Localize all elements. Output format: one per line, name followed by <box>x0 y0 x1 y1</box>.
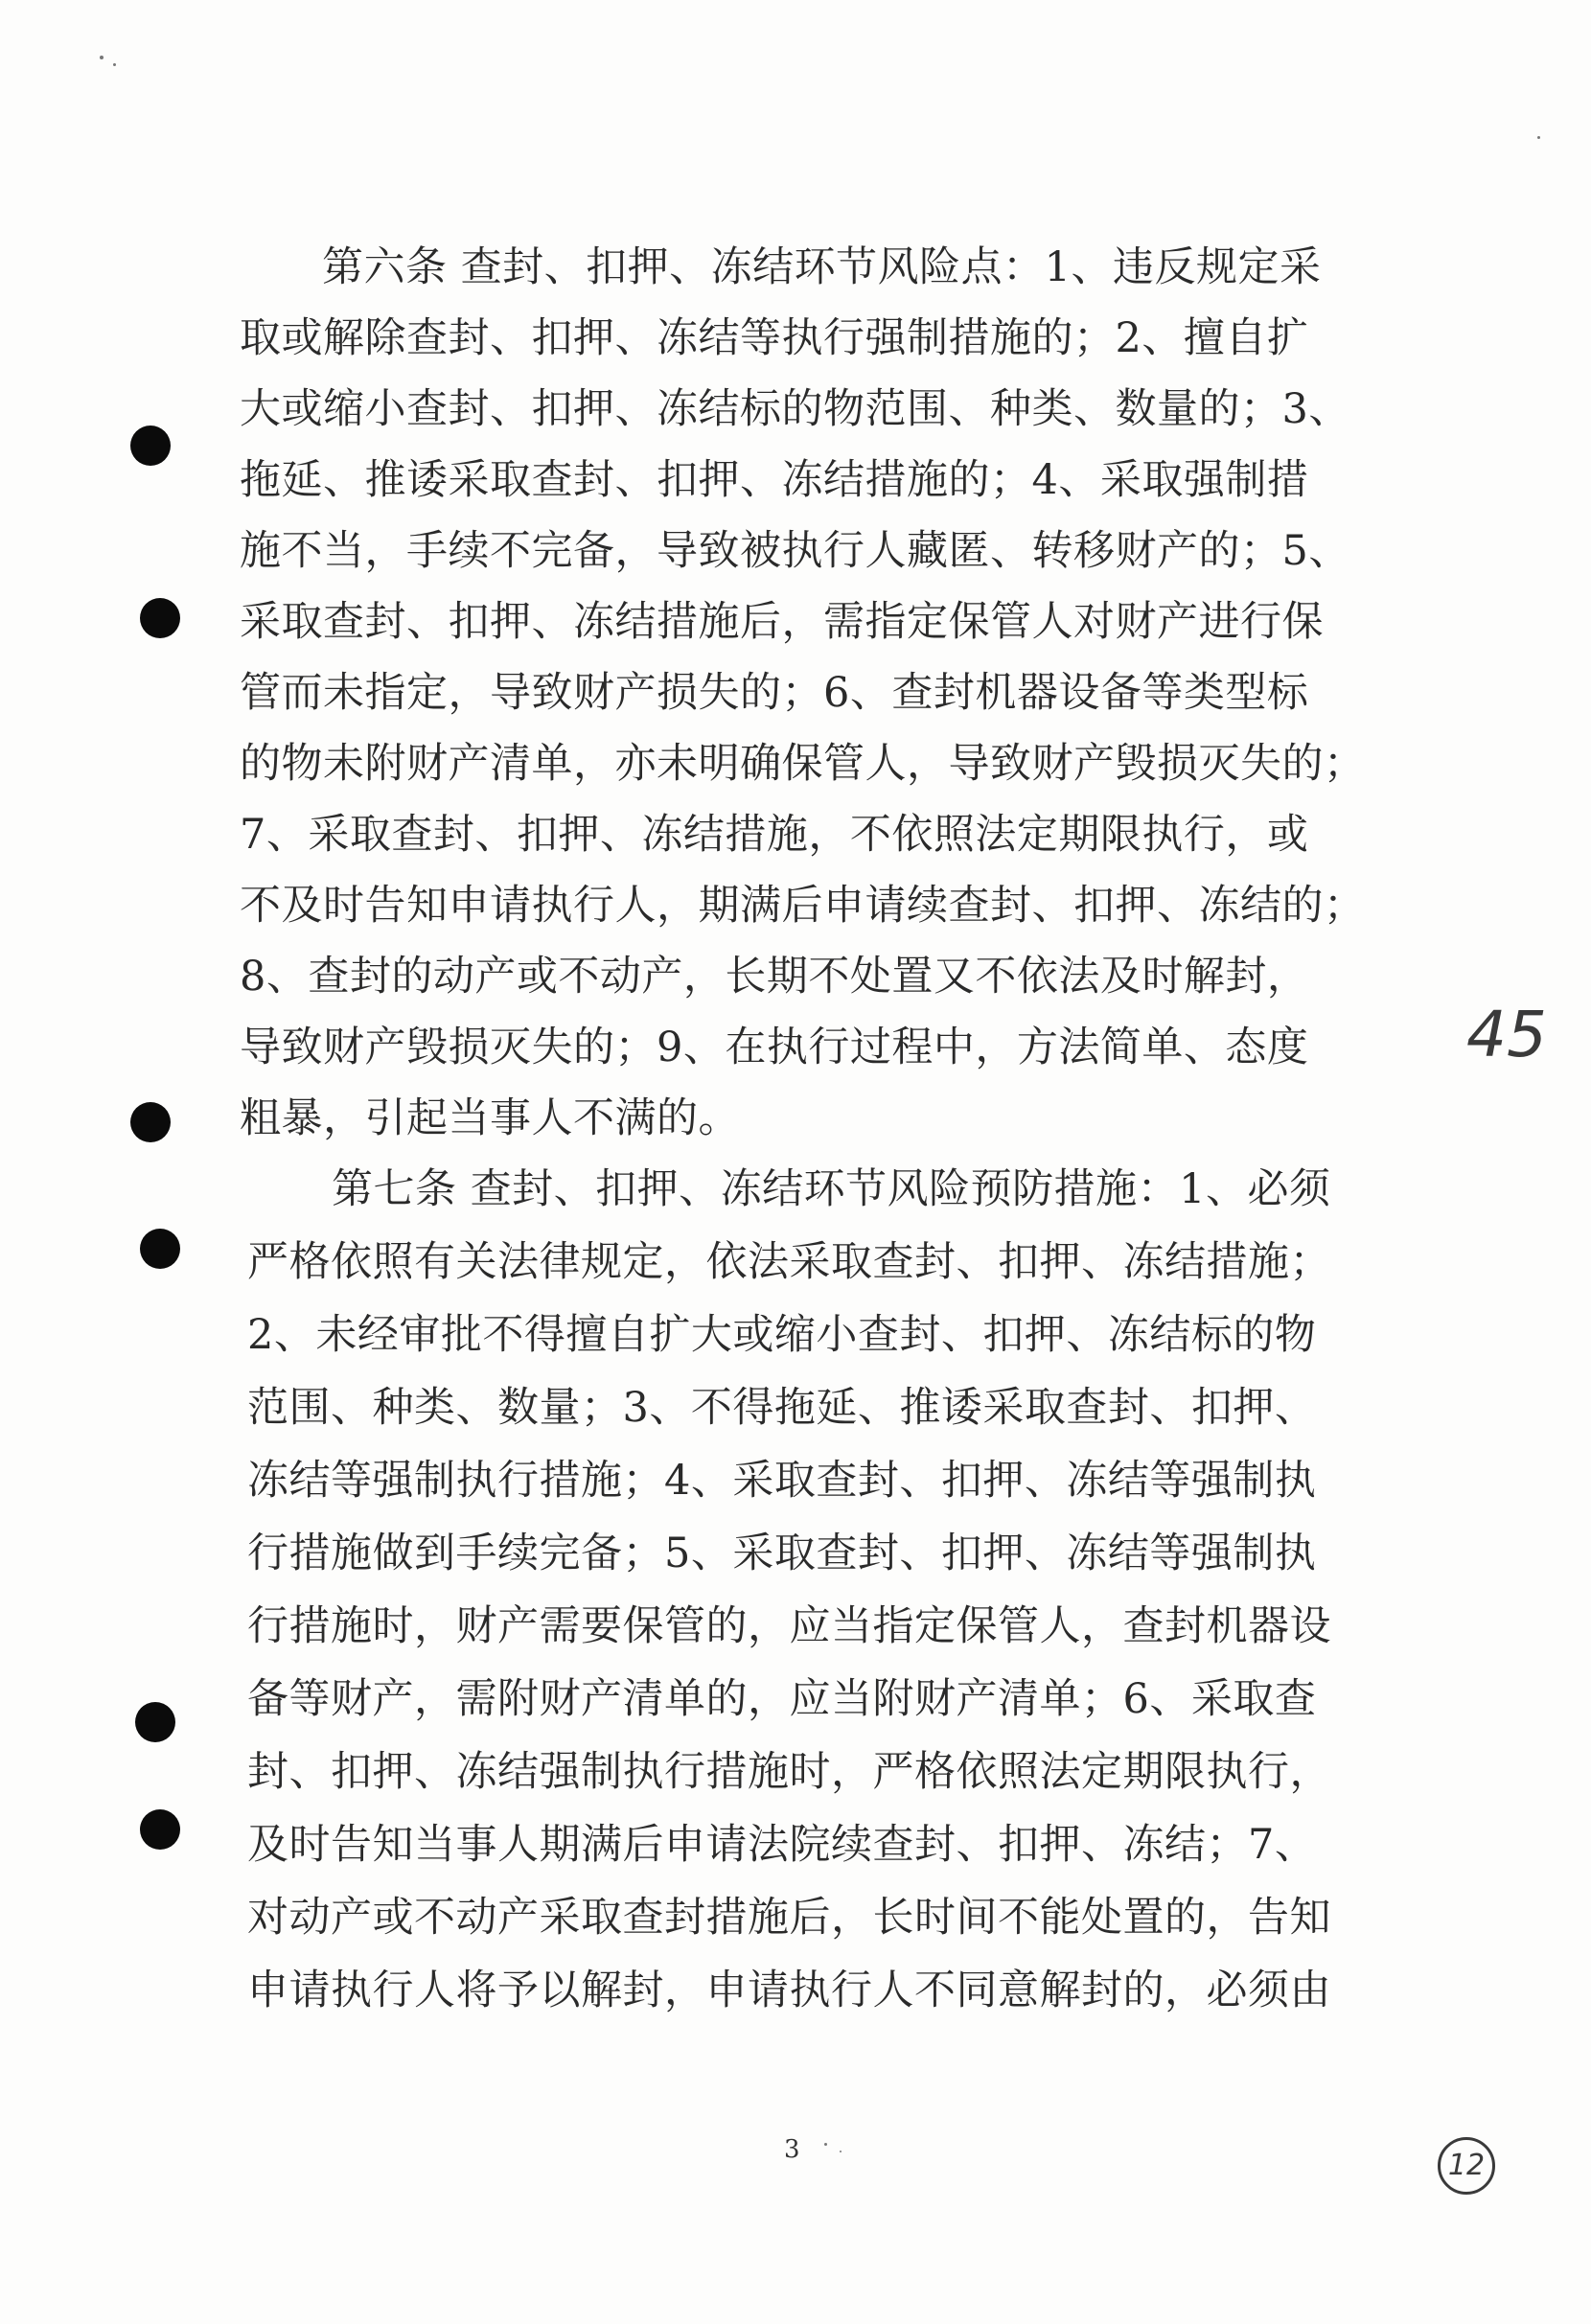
article-seven-line-11: 对动产或不动产采取查封措施后，长时间不能处置的，告知 <box>247 1894 1331 1942</box>
article-seven-line-2: 严格依照有关法律规定，依法采取查封、扣押、冻结措施； <box>247 1238 1331 1286</box>
scan-speck <box>113 63 116 66</box>
article-seven-line-1: 第七条 查封、扣押、冻结环节风险预防措施：1、必须 <box>332 1165 1331 1213</box>
article-six-line-2: 取或解除查封、扣押、冻结等执行强制措施的；2、擅自扩 <box>240 314 1309 362</box>
article-seven-line-5: 冻结等强制执行措施；4、采取查封、扣押、冻结等强制执 <box>247 1457 1317 1505</box>
scan-speck <box>824 2143 827 2146</box>
article-six-line-13: 粗暴，引起当事人不满的。 <box>240 1094 740 1142</box>
punch-hole-icon <box>130 426 171 466</box>
punch-hole-icon <box>140 1229 180 1269</box>
article-six-line-10: 不及时告知申请执行人，期满后申请续查封、扣押、冻结的； <box>240 882 1366 930</box>
article-six-line-11: 8、查封的动产或不动产，长期不处置又不依法及时解封， <box>240 953 1309 1001</box>
handwritten-circled-number: 12 <box>1438 2137 1495 2195</box>
article-six-line-8: 的物未附财产清单，亦未明确保管人，导致财产毁损灭失的； <box>240 740 1366 788</box>
article-seven-line-8: 备等财产，需附财产清单的，应当附财产清单；6、采取查 <box>247 1675 1317 1723</box>
article-seven-line-4: 范围、种类、数量；3、不得拖延、推诿采取查封、扣押、 <box>247 1384 1317 1432</box>
article-seven-line-10: 及时告知当事人期满后申请法院续查封、扣押、冻结；7、 <box>247 1821 1317 1869</box>
article-seven-line-12: 申请执行人将予以解封，申请执行人不同意解封的，必须由 <box>247 1967 1331 2014</box>
punch-hole-icon <box>135 1702 175 1742</box>
article-seven-line-7: 行措施时，财产需要保管的，应当指定保管人，查封机器设 <box>247 1602 1331 1650</box>
article-seven-line-6: 行措施做到手续完备；5、采取查封、扣押、冻结等强制执 <box>247 1530 1317 1577</box>
scan-speck <box>840 2151 842 2152</box>
article-six-line-1: 第六条 查封、扣押、冻结环节风险点：1、违反规定采 <box>322 243 1322 291</box>
article-seven-line-9: 封、扣押、冻结强制执行措施时，严格依照法定期限执行， <box>247 1748 1331 1796</box>
article-six-line-4: 拖延、推诿采取查封、扣押、冻结措施的；4、采取强制措 <box>240 456 1309 504</box>
punch-hole-icon <box>140 598 180 638</box>
handwritten-margin-note: 45 <box>1466 998 1547 1071</box>
article-six-line-9: 7、采取查封、扣押、冻结措施，不依照法定期限执行，或 <box>240 811 1309 859</box>
article-six-line-6: 采取查封、扣押、冻结措施后，需指定保管人对财产进行保 <box>240 598 1324 646</box>
page-number: 3 <box>784 2135 800 2164</box>
article-six-line-7: 管而未指定，导致财产损失的；6、查封机器设备等类型标 <box>240 669 1309 717</box>
article-seven-line-3: 2、未经审批不得擅自扩大或缩小查封、扣押、冻结标的物 <box>247 1311 1317 1359</box>
scan-speck <box>100 56 104 59</box>
scan-speck <box>1537 136 1540 139</box>
article-six-line-3: 大或缩小查封、扣押、冻结标的物范围、种类、数量的；3、 <box>240 385 1350 433</box>
punch-hole-icon <box>130 1102 171 1142</box>
article-six-line-5: 施不当，手续不完备，导致被执行人藏匿、转移财产的；5、 <box>240 527 1350 575</box>
punch-hole-icon <box>140 1809 180 1850</box>
article-six-line-12: 导致财产毁损灭失的；9、在执行过程中，方法简单、态度 <box>240 1024 1309 1071</box>
